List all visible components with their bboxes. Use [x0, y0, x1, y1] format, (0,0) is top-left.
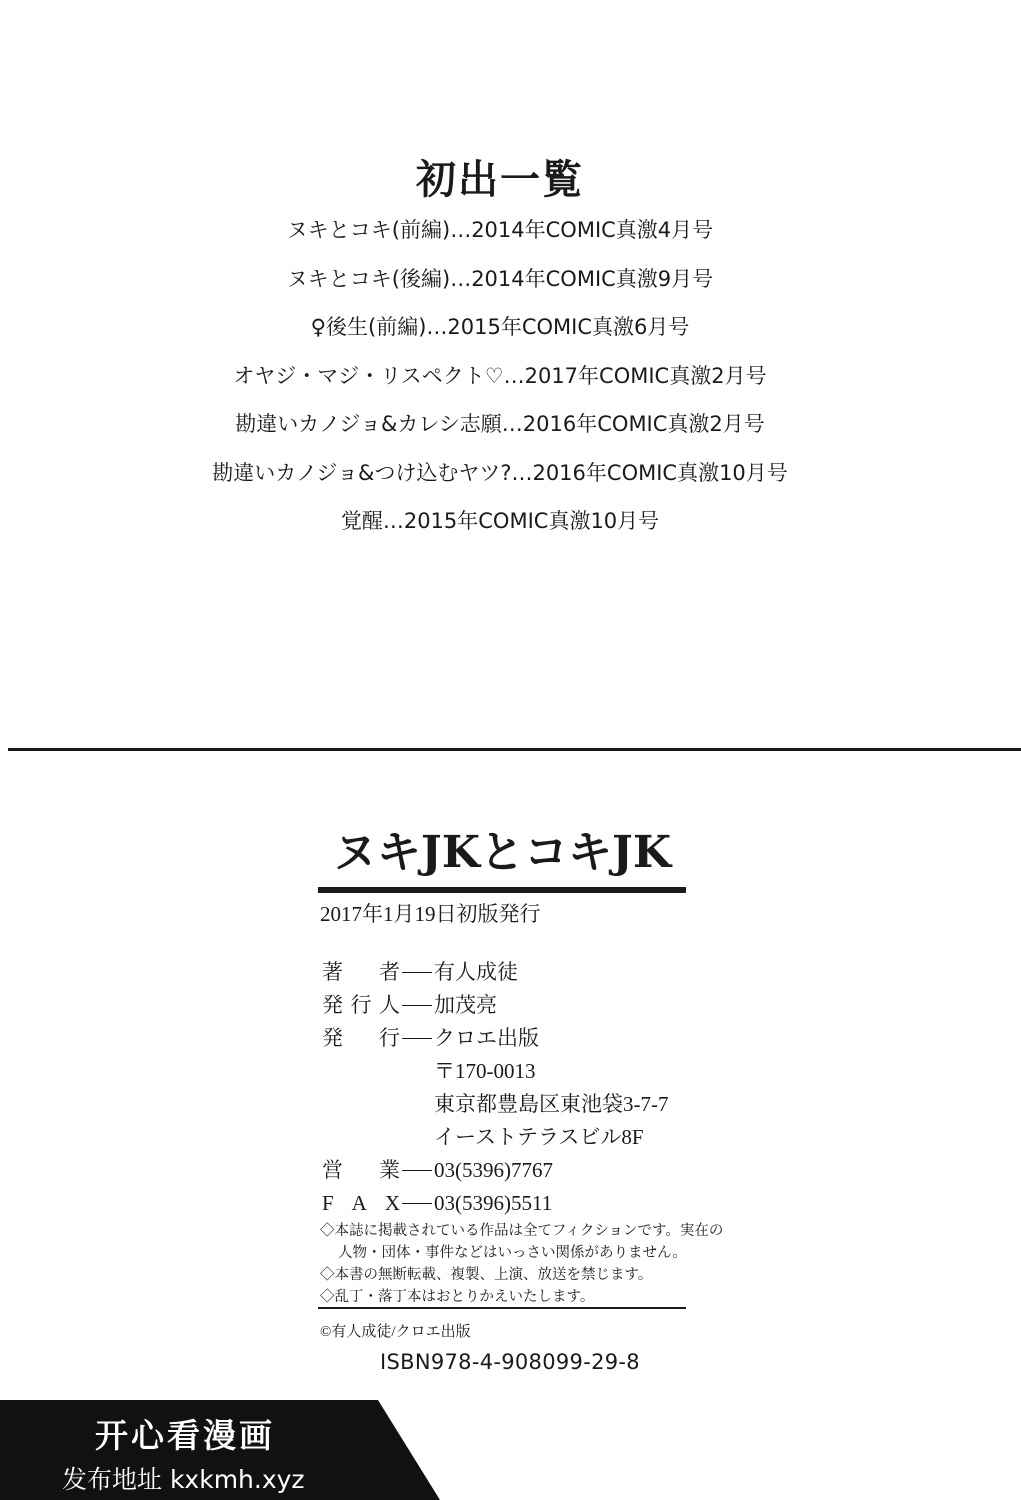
title-rule: [318, 887, 686, 893]
sales-label: 営 業: [322, 1158, 400, 1182]
list-item: ヌキとコキ(後編)…2014年COMIC真激9月号: [286, 266, 714, 291]
leader-dash: [402, 1170, 432, 1171]
book-title: ヌキJKとコキJK: [332, 827, 672, 878]
fax-number: 03(5396)5511: [434, 1191, 553, 1215]
notice-line: ◇乱丁・落丁本はおとりかえいたします。: [320, 1289, 595, 1305]
credits-block: [322, 956, 702, 1220]
notice-line: ◇本書の無断転載、複製、上演、放送を禁じます。: [320, 1267, 653, 1283]
copyright: ©有人成徒/クロエ出版: [320, 1324, 471, 1340]
notice-line: ◇本誌に掲載されている作品は全てフィクションです。実在の: [320, 1223, 724, 1239]
address: 東京都豊島区東池袋3-7-7: [434, 1092, 669, 1116]
fax-row: [322, 1187, 702, 1220]
notices: [320, 1220, 723, 1308]
list-item: オヤジ・マジ・リスペクト♡…2017年COMIC真激2月号: [233, 363, 767, 388]
watermark-banner: [0, 1400, 440, 1500]
watermark-url: 发布地址 kxkmh.xyz: [62, 1465, 305, 1494]
notice-rule: [318, 1307, 686, 1309]
sales-phone: 03(5396)7767: [434, 1158, 553, 1182]
list-item: 勘違いカノジョ&つけ込むヤツ?…2016年COMIC真激10月号: [212, 460, 788, 485]
leader-dash: [402, 972, 432, 973]
first-appearance-list: [0, 212, 1000, 552]
postal-code: 〒170-0013: [434, 1059, 536, 1083]
publisher-name: クロエ出版: [434, 1026, 539, 1050]
building: イーストテラスビル8F: [434, 1125, 644, 1149]
list-item: 覚醒…2015年COMIC真激10月号: [340, 509, 660, 533]
watermark-name: 开心看漫画: [95, 1416, 275, 1455]
author-name: 有人成徒: [434, 960, 518, 984]
section-divider: [8, 748, 1021, 751]
publisher-person-label: 発行人: [322, 993, 400, 1017]
list-item: ヌキとコキ(前編)…2014年COMIC真激4月号: [286, 218, 714, 242]
notice-line: 人物・団体・事件などはいっさい関係がありません。: [338, 1245, 687, 1261]
author-label: 著 者: [322, 960, 400, 984]
publisher-row: [322, 1022, 702, 1055]
publisher-label: 発 行: [322, 1026, 400, 1050]
list-item: 勘違いカノジョ&カレシ志願…2016年COMIC真激2月号: [235, 412, 765, 436]
leader-dash: [402, 1005, 432, 1006]
list-item: ♀後生(前編)…2015年COMIC真激6月号: [310, 315, 690, 339]
sales-row: [322, 1154, 702, 1187]
publisher-person-name: 加茂亮: [434, 993, 497, 1017]
first-appearance-title: 初出一覧: [416, 157, 584, 203]
leader-dash: [402, 1203, 432, 1204]
isbn: ISBN978-4-908099-29-8: [380, 1350, 640, 1374]
fax-label: F A X: [322, 1191, 400, 1215]
author-row: [322, 956, 702, 989]
publisher-person-row: [322, 989, 702, 1022]
issue-date: 2017年1月19日初版発行: [320, 902, 541, 926]
leader-dash: [402, 1038, 432, 1039]
